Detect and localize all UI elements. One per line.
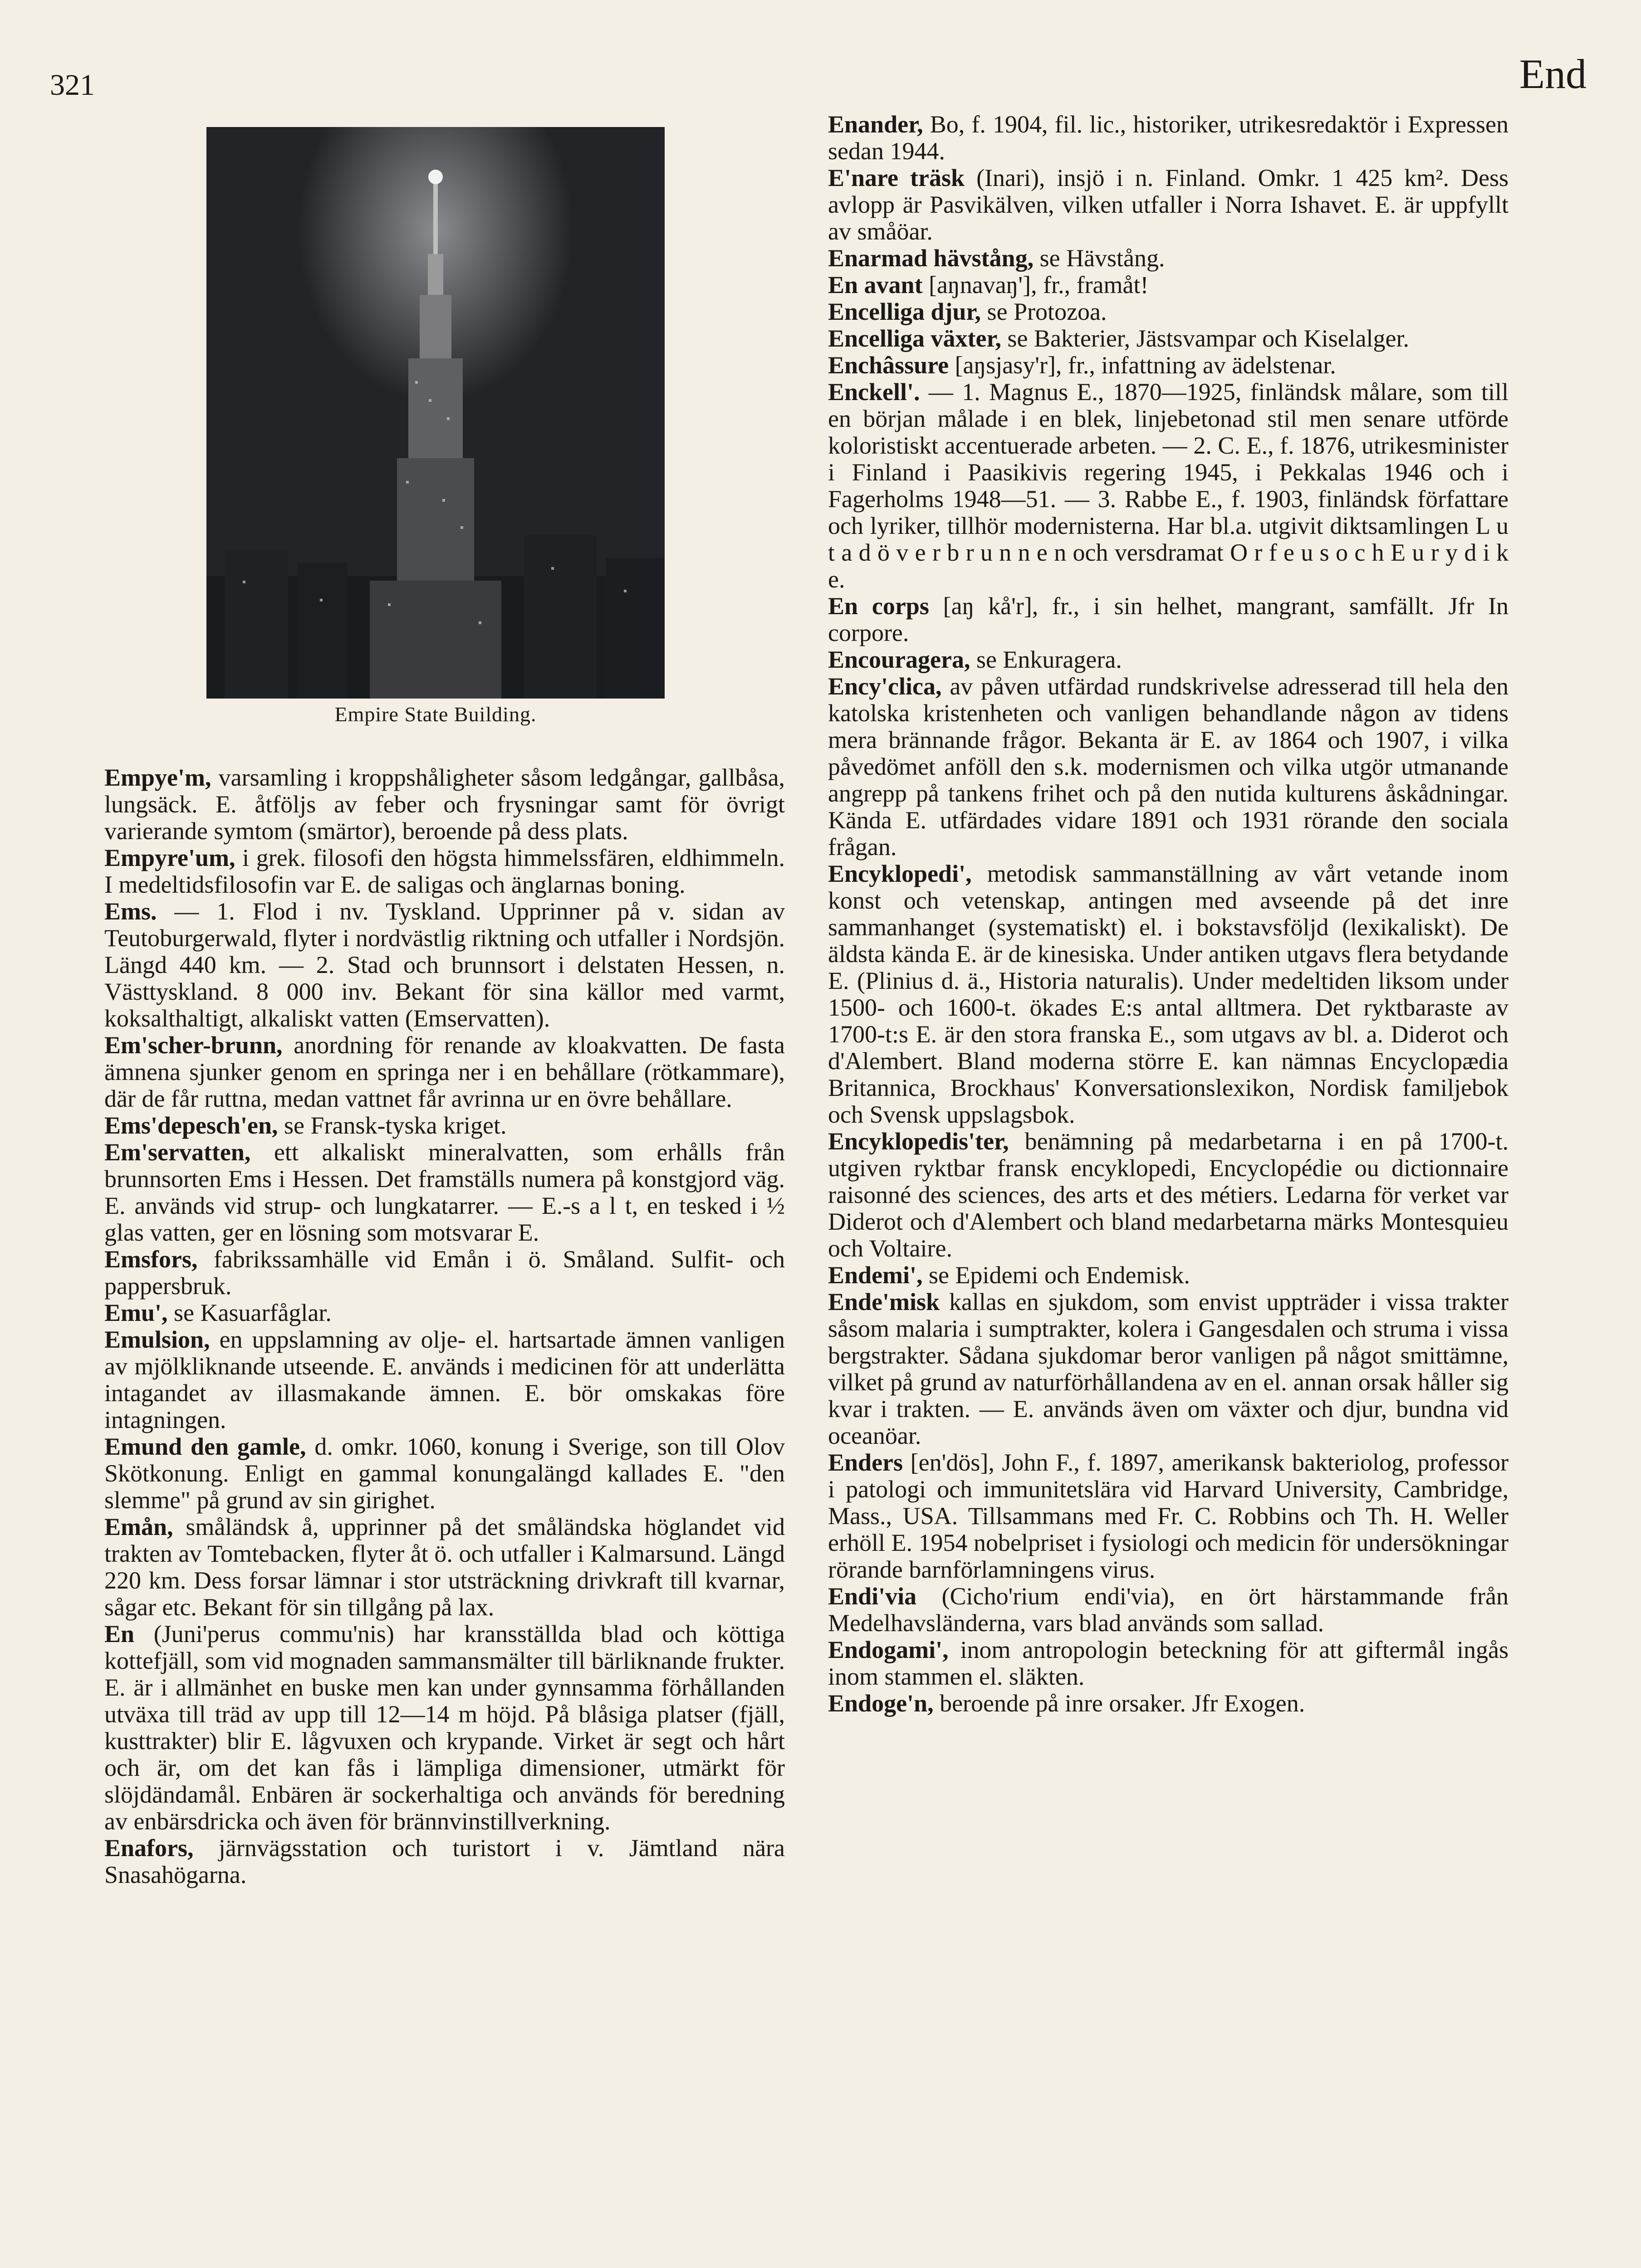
entry-text: av påven utfärdad rundskrivelse adresserad till hela den katolska kristenheten och vanligen behandlande någon av tidens mera brännande frågor. Bekanta är E. av 1864 och 1907, i vilka påvedömet anföll den s.k. modernismen och vilka utgör utmanande angrepp på tankens frihet och på den nutida kulturens åskådningar. Kända E. utfärdades vidare 1891 och 1931 rörande den sociala frågan. <box>828 673 1509 860</box>
entry-headword: Ems. <box>104 898 157 925</box>
entry-headword: Ency'clica, <box>828 673 942 700</box>
entry-headword: Endemi', <box>828 1261 923 1289</box>
entry-text: — 1. Flod i nv. Tyskland. Upprinner på v. sidan av Teutoburgerwald, flyter i nordvästlig riktning och utfaller i Nordsjön. Längd 440 km. — 2. Stad och brunnsort i delstaten Hessen, n. Västtyskland. 8 000 inv. Bekant för sina källor med varmt, koksalthaltigt, alkaliskt vatten (Emservatten). <box>104 898 785 1032</box>
dictionary-entry <box>104 1326 785 1433</box>
dictionary-entry <box>828 673 1509 860</box>
entry-text: benämning på medarbetarna i en på 1700-t. utgiven ryktbar fransk encyklopedi, Encyclopédie ou dictionnaire raisonné des sciences, des arts et des métiers. Ledarna för verket var Diderot och d'Alembert och bland medarbetarna märks Montesquieu och Voltaire. <box>828 1128 1509 1262</box>
dictionary-entry <box>104 845 785 898</box>
entry-headword: Enander, <box>828 111 923 138</box>
entry-text: metodisk sammanställning av vårt vetande inom konst och vetenskap, antingen med avseende på det inre sammanhanget (systematiskt) el. i bokstavsföljd (lexikaliskt). De äldsta kända E. är de kinesiska. Under antiken utgavs flera betydande E. (Plinius d. ä., Historia naturalis). Under medeltiden liksom under 1500- och 1600-t. ökades E:s antal alltmera. Det ryktbaraste av 1700-t:s E. är den stora franska E., som utgavs av bl. a. Diderot och d'Alembert. Bland moderna större E. kan nämnas Encyclopædia Britannica, Brockhaus' Konversationslexikon, Nordisk familjebok och Svensk uppslagsbok. <box>828 860 1509 1128</box>
dictionary-entry <box>828 1289 1509 1449</box>
dictionary-entry <box>828 165 1509 245</box>
entry-headword: Em'servatten, <box>104 1139 251 1166</box>
dictionary-entry <box>828 1583 1509 1637</box>
entry-headword: Enchâssure <box>828 352 949 379</box>
entry-headword: Enders <box>828 1449 903 1476</box>
left-column <box>104 764 785 1888</box>
entry-headword: En corps <box>828 592 929 620</box>
dictionary-entry <box>828 1690 1509 1717</box>
entry-headword: Emu', <box>104 1299 168 1326</box>
entry-text: se Kasuarfåglar. <box>167 1299 332 1326</box>
entry-headword: Ems'depesch'en, <box>104 1112 278 1139</box>
entry-headword: Emån, <box>104 1513 173 1540</box>
entry-text: se Fransk-tyska kriget. <box>278 1112 507 1139</box>
dictionary-entry <box>104 1112 785 1139</box>
dictionary-entry <box>104 1246 785 1300</box>
entry-text: ett alkaliskt mineralvatten, som erhålls från brunnsorten Ems i Hessen. Det framställs numera på konstgjord väg. E. används vid strup- och lungkatarrer. — E.-s a l t, en tesked i ½ glas vatten, ger en lösning som motsvarar E. <box>104 1139 785 1246</box>
entry-text: — 1. Magnus E., 1870—1925, finländsk målare, som till en början målade i en blek, linjebetonad stil men senare utförde koloristiskt accentuerade arbeten. — 2. C. E., f. 1876, utrikesminister i Finland i Paasikivis regering 1945, i Pekkalas 1946 och i Fagerholms 1948—51. — 3. Rabbe E., f. 1903, finländsk författare och lyriker, tillhör modernisterna. Har bl.a. utgivit diktsamlingen L u t a d ö v e r b r u n n e n och versdramat O r f e u s o c h E u r y d i k e. <box>828 378 1509 593</box>
entry-headword: Emulsion, <box>104 1326 210 1353</box>
dictionary-entry <box>828 1637 1509 1690</box>
entry-headword: Endogami', <box>828 1636 949 1663</box>
entry-headword: Emsfors, <box>104 1246 198 1273</box>
entry-headword: En avant <box>828 271 923 298</box>
dictionary-entry <box>104 1835 785 1888</box>
entry-headword: Ende'misk <box>828 1288 940 1315</box>
entry-text: kallas en sjukdom, som envist uppträder i vissa trakter såsom malaria i sumptrakter, kolera i Gangesdalen och struma i vissa bergstrakter. Sådana sjukdomar beror vanligen på något smittämne, vilket på grund av naturförhållandena av en el. annan orsak håller sig kvar i trakten. — E. används även om växter och djur, bundna vid oceanöar. <box>828 1288 1509 1449</box>
entry-text: (Inari), insjö i n. Finland. Omkr. 1 425 km². Dess avlopp är Pasvikälven, vilken utfaller i Norra Ishavet. E. är uppfyllt av småöar. <box>828 164 1509 245</box>
page-number: 321 <box>50 68 95 102</box>
entry-headword: Empye'm, <box>104 764 211 791</box>
dictionary-entry <box>828 272 1509 298</box>
dictionary-entry <box>828 860 1509 1128</box>
figure-caption: Empire State Building. <box>334 703 537 726</box>
entry-text: [aŋnavaŋ'], fr., framåt! <box>922 271 1149 298</box>
right-column <box>828 111 1509 1717</box>
dictionary-entry <box>104 898 785 1032</box>
entry-text: [aŋsjasy'r], fr., infattning av ädelstenar. <box>949 352 1336 379</box>
entry-text: se Enkuragera. <box>970 646 1122 673</box>
entry-text: [en'dös], John F., f. 1897, amerikansk bakteriolog, professor i patologi och immunitetslära vid Harvard University, Cambridge, Mass., USA. Tillsammans med Fr. C. Robbins och Th. H. Weller erhöll E. 1954 nobelpriset i fysiologi och medicin för undersökningar rörande barnförlamningens virus. <box>828 1449 1509 1583</box>
entry-text: d. omkr. 1060, konung i Sverige, son till Olov Skötkonung. Enligt en gammal konungalängd kallades E. "den slemme" på grund av sin girighet. <box>104 1433 785 1514</box>
dictionary-entry <box>104 764 785 845</box>
entry-headword: Endi'via <box>828 1583 917 1610</box>
dictionary-entry <box>104 1514 785 1621</box>
entry-text: järnvägsstation och turistort i v. Jämtland nära Snasahögarna. <box>104 1834 785 1888</box>
entry-headword: Encyklopedi', <box>828 860 972 887</box>
empire-state-building-photo <box>206 127 665 699</box>
entry-headword: Empyre'um, <box>104 844 235 871</box>
entry-headword: Em'scher-brunn, <box>104 1031 283 1059</box>
entry-text: se Protozoa. <box>981 298 1107 325</box>
entry-headword: En <box>104 1620 135 1647</box>
dictionary-entry <box>104 1300 785 1326</box>
running-head: End <box>1519 51 1587 97</box>
entry-text: varsamling i kroppshåligheter såsom ledgångar, gallbåsa, lungsäck. E. åtföljs av feber och frysningar samt för övrigt varierande symtom (smärtor), beroende på dess plats. <box>104 764 785 845</box>
entry-text: inom antropologin beteckning för att giftermål ingås inom stammen el. släkten. <box>828 1636 1509 1690</box>
entry-headword: Encelliga växter, <box>828 325 1001 352</box>
entry-headword: Encyklopedis'ter, <box>828 1128 1009 1155</box>
dictionary-entry <box>104 1433 785 1514</box>
entry-text: se Hävstång. <box>1034 244 1165 272</box>
dictionary-entry <box>828 245 1509 272</box>
entry-headword: Encelliga djur, <box>828 298 981 325</box>
dictionary-entry <box>828 1449 1509 1583</box>
entry-text: småländsk å, upprinner på det småländska höglandet vid trakten av Tomtebacken, flyter åt ö. och utfaller i Kalmarsund. Längd 220 km. Dess forsar lämnar i stor utsträckning drivkraft till kvarnar, sågar etc. Bekant för sin tillgång på lax. <box>104 1513 785 1621</box>
dictionary-entry <box>104 1139 785 1246</box>
dictionary-entry <box>828 1262 1509 1289</box>
dictionary-entry <box>104 1621 785 1835</box>
entry-headword: Enarmad hävstång, <box>828 244 1034 272</box>
entry-text: en uppslamning av olje- el. hartsartade ämnen vanligen av mjölkliknande utseende. E. används i medicinen för att underlätta intagandet av illasmakande ämnen. E. bör omskakas före intagningen. <box>104 1326 785 1433</box>
entry-headword: Endoge'n, <box>828 1690 934 1717</box>
entry-headword: Enafors, <box>104 1834 194 1862</box>
entry-text: i grek. filosofi den högsta himmelssfären, eldhimmeln. I medeltidsfilosofin var E. de saligas och änglarnas boning. <box>104 844 785 898</box>
entry-text: fabrikssamhälle vid Emån i ö. Småland. Sulfit- och pappersbruk. <box>104 1246 785 1300</box>
dictionary-entry <box>828 111 1509 165</box>
entry-headword: E'nare träsk <box>828 164 965 191</box>
dictionary-entry <box>828 646 1509 673</box>
skyline-illustration <box>206 127 665 699</box>
dictionary-entry <box>104 1032 785 1112</box>
entry-text: beroende på inre orsaker. Jfr Exogen. <box>933 1690 1305 1717</box>
dictionary-entry <box>828 298 1509 325</box>
dictionary-entry <box>828 593 1509 646</box>
entry-text: (Cicho'rium endi'via), en ört härstammande från Medelhavsländerna, vars blad används som sallad. <box>828 1583 1509 1637</box>
entry-text: se Bakterier, Jästsvampar och Kiselalger. <box>1001 325 1410 352</box>
entry-headword: Enckell'. <box>828 378 920 406</box>
entry-text: [aŋ kå'r], fr., i sin helhet, mangrant, samfällt. Jfr In corpore. <box>828 592 1509 646</box>
dictionary-entry <box>828 379 1509 593</box>
entry-text: (Juni'perus commu'nis) har kransställda blad och köttiga kottefjäll, som vid mognaden sammansmälter till bärliknande frukter. E. är i allmänhet en buske men kan under gynnsamma förhållanden utväxa till träd av upp till 12—14 m höjd. På blåsiga platser (fjäll, kusttrakter) blir E. lågvuxen och krypande. Virket är segt och hårt och är, om det kan fås i lämpliga dimensioner, utmärkt för slöjdändamål. Enbären är sockerhaltiga och används för beredning av enbärsdricka och även för brännvinstillverkning. <box>104 1620 785 1835</box>
entry-headword: Emund den gamle, <box>104 1433 306 1460</box>
entry-text: Bo, f. 1904, fil. lic., historiker, utrikesredaktör i Expressen sedan 1944. <box>828 111 1509 165</box>
entry-text: anordning för renande av kloakvatten. De fasta ämnena sjunker genom en springa ner i en behållare (rötkammare), där de får ruttna, medan vattnet får avrinna ur en övre behållare. <box>104 1031 785 1112</box>
dictionary-entry <box>828 325 1509 352</box>
entry-text: se Epidemi och Endemisk. <box>922 1261 1190 1289</box>
entry-headword: Encouragera, <box>828 646 970 673</box>
dictionary-entry <box>828 352 1509 379</box>
dictionary-entry <box>828 1128 1509 1262</box>
